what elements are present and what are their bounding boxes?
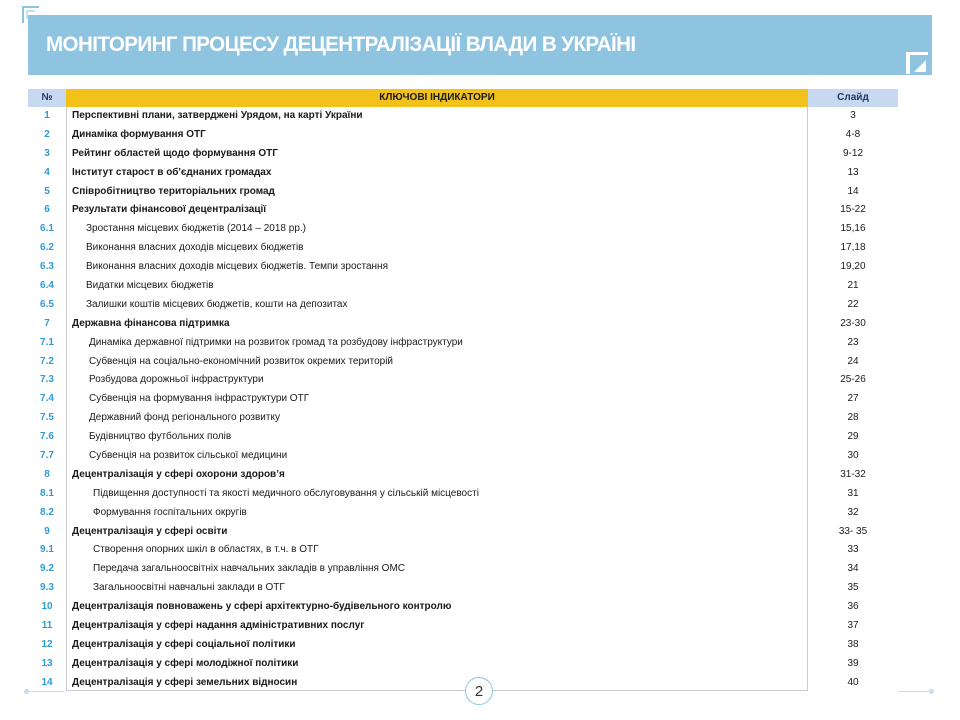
row-indicator: Децентралізація у сфері молодіжної політики [72, 657, 299, 669]
row-number: 12 [41, 638, 53, 650]
row-number: 1 [44, 110, 50, 121]
row-slide: 34 [847, 563, 859, 575]
table-row [0, 371, 960, 390]
table-row [0, 220, 960, 239]
row-indicator: Підвищення доступності та якості медичного обслуговування у сільській місцевості [93, 487, 479, 499]
row-indicator: Децентралізація у сфері освіти [72, 525, 228, 537]
row-slide: 38 [847, 638, 859, 650]
row-indicator: Перспективні плани, затверджені Урядом, на карті України [72, 110, 363, 121]
row-number: 2 [44, 128, 50, 140]
table-row [0, 390, 960, 409]
footer-line-left [28, 691, 64, 692]
row-slide: 32 [847, 506, 859, 518]
row-indicator: Субвенція на розвиток сільської медицини [89, 450, 288, 462]
row-number: 7.7 [40, 450, 54, 462]
row-indicator: Будівництво футбольних полів [89, 431, 232, 443]
row-number: 6 [44, 204, 50, 216]
row-number: 9.2 [40, 563, 54, 575]
table-row [0, 334, 960, 353]
header-number: № [28, 89, 66, 107]
row-slide: 24 [847, 355, 859, 367]
header-indicators: КЛЮЧОВІ ІНДИКАТОРИ [66, 89, 808, 107]
row-number: 6.2 [40, 242, 54, 254]
row-slide: 31 [847, 487, 859, 499]
row-slide: 23 [847, 336, 859, 348]
row-indicator: Інститут старост в об'єднаних громадах [72, 166, 272, 178]
row-slide: 9-12 [842, 147, 863, 159]
table-row [0, 145, 960, 164]
footer-dot-right [929, 689, 934, 694]
row-slide: 13 [847, 166, 859, 178]
row-indicator: Співробітництво територіальних громад [72, 185, 275, 197]
table-row [0, 447, 960, 466]
indicators-table [0, 107, 960, 693]
row-slide: 22 [847, 298, 859, 310]
row-number: 7.6 [40, 431, 54, 443]
footer-line-right [898, 691, 932, 692]
table-row [0, 164, 960, 183]
row-number: 5 [44, 185, 50, 197]
table-row [0, 655, 960, 674]
row-indicator: Формування госпітальних округів [93, 506, 247, 518]
row-number: 8 [44, 468, 50, 480]
table-row [0, 107, 960, 126]
table-row [0, 523, 960, 542]
row-slide: 33 [847, 544, 859, 556]
row-number: 6.4 [40, 280, 54, 292]
table-row [0, 560, 960, 579]
row-number: 9 [44, 525, 50, 537]
row-number: 7.4 [40, 393, 54, 405]
table-row [0, 485, 960, 504]
corner-decoration-top-left [22, 6, 40, 24]
row-slide: 29 [847, 431, 859, 443]
row-slide: 21 [847, 280, 859, 292]
table-row [0, 541, 960, 560]
row-slide: 40 [847, 676, 859, 688]
row-number: 7.1 [40, 336, 54, 348]
row-slide: 17,18 [840, 242, 866, 254]
row-slide: 25-26 [840, 374, 866, 386]
table-row [0, 126, 960, 145]
row-slide: 35 [847, 582, 859, 594]
table-row [0, 579, 960, 598]
row-indicator: Динаміка формування ОТГ [72, 128, 206, 140]
row-indicator: Децентралізація повноважень у сфері архітектурно-будівельного контролю [72, 601, 452, 613]
row-number: 9.1 [40, 544, 54, 556]
table-row [0, 183, 960, 202]
row-indicator: Децентралізація у сфері земельних відносин [72, 676, 298, 688]
row-slide: 30 [847, 450, 859, 462]
row-indicator: Децентралізація у сфері охорони здоров’я [72, 468, 285, 480]
row-slide: 15,16 [840, 223, 866, 235]
row-number: 8.2 [40, 506, 54, 518]
table-row [0, 296, 960, 315]
table-row [0, 353, 960, 372]
row-indicator: Загальноосвітні навчальні заклади в ОТГ [93, 582, 285, 594]
row-number: 7.3 [40, 374, 54, 386]
row-number: 14 [41, 676, 53, 688]
table-row [0, 428, 960, 447]
row-number: 4 [44, 166, 50, 178]
row-indicator: Децентралізація у сфері соціальної політики [72, 638, 296, 650]
row-slide: 3 [850, 110, 856, 121]
table-row [0, 277, 960, 296]
row-indicator: Результати фінансової децентралізації [72, 204, 267, 216]
row-indicator: Децентралізація у сфері надання адміністративних послуг [72, 620, 365, 632]
row-indicator: Виконання власних доходів місцевих бюджетів [86, 242, 304, 254]
page-number: 2 [465, 677, 493, 705]
table-row [0, 315, 960, 334]
row-number: 6.3 [40, 261, 54, 273]
row-number: 11 [41, 620, 53, 632]
header-slide: Слайд [808, 89, 898, 107]
corner-decoration-bottom-right [904, 50, 930, 76]
row-slide: 15-22 [840, 204, 866, 216]
row-indicator: Розбудова дорожньої інфраструктури [89, 374, 264, 386]
row-indicator: Видатки місцевих бюджетів [86, 280, 214, 292]
row-indicator: Виконання власних доходів місцевих бюджетів. Темпи зростання [86, 261, 388, 273]
row-slide: 28 [847, 412, 859, 424]
table-row [0, 598, 960, 617]
row-slide: 31-32 [840, 468, 866, 480]
row-indicator: Державна фінансова підтримка [72, 317, 230, 329]
table-row [0, 617, 960, 636]
row-slide: 4-8 [845, 128, 861, 140]
row-indicator: Субвенція на соціально-економічний розвиток окремих територій [89, 355, 394, 367]
row-indicator: Динаміка державної підтримки на розвиток громад та розбудову інфраструктури [89, 336, 463, 348]
table-row [0, 239, 960, 258]
row-indicator: Створення опорних шкіл в областях, в т.ч. в ОТГ [93, 544, 319, 556]
row-slide: 33- 35 [838, 525, 868, 537]
row-number: 7 [44, 317, 50, 329]
row-indicator: Залишки коштів місцевих бюджетів, кошти на депозитах [86, 298, 348, 310]
row-slide: 37 [847, 620, 859, 632]
slide-title: МОНІТОРИНГ ПРОЦЕСУ ДЕЦЕНТРАЛІЗАЦІЇ ВЛАДИ В УКРАЇНІ [46, 33, 636, 56]
row-number: 8.1 [40, 487, 54, 499]
row-slide: 23-30 [840, 317, 866, 329]
row-indicator: Субвенція на формування інфраструктури ОТГ [89, 393, 310, 405]
row-number: 3 [44, 147, 50, 159]
row-number: 6.1 [40, 223, 54, 235]
row-number: 10 [41, 601, 53, 613]
row-indicator: Передача загальноосвітніх навчальних закладів в управління ОМС [93, 563, 406, 575]
table-row [0, 466, 960, 485]
row-number: 7.2 [40, 355, 54, 367]
row-number: 9.3 [40, 582, 54, 594]
row-slide: 14 [847, 185, 859, 197]
row-indicator: Рейтинг областей щодо формування ОТГ [72, 147, 278, 159]
row-slide: 36 [847, 601, 859, 613]
table-row [0, 504, 960, 523]
table-row [0, 258, 960, 277]
table-row [0, 636, 960, 655]
row-number: 13 [41, 657, 53, 669]
row-slide: 19,20 [840, 261, 866, 273]
table-row [0, 201, 960, 220]
row-number: 7.5 [40, 412, 54, 424]
row-slide: 39 [847, 657, 859, 669]
table-row [0, 409, 960, 428]
row-indicator: Державний фонд регіонального розвитку [89, 412, 280, 424]
footer-dot-left [24, 689, 29, 694]
row-indicator: Зростання місцевих бюджетів (2014 – 2018 рр.) [86, 223, 306, 235]
row-slide: 27 [847, 393, 859, 405]
row-number: 6.5 [40, 298, 54, 310]
